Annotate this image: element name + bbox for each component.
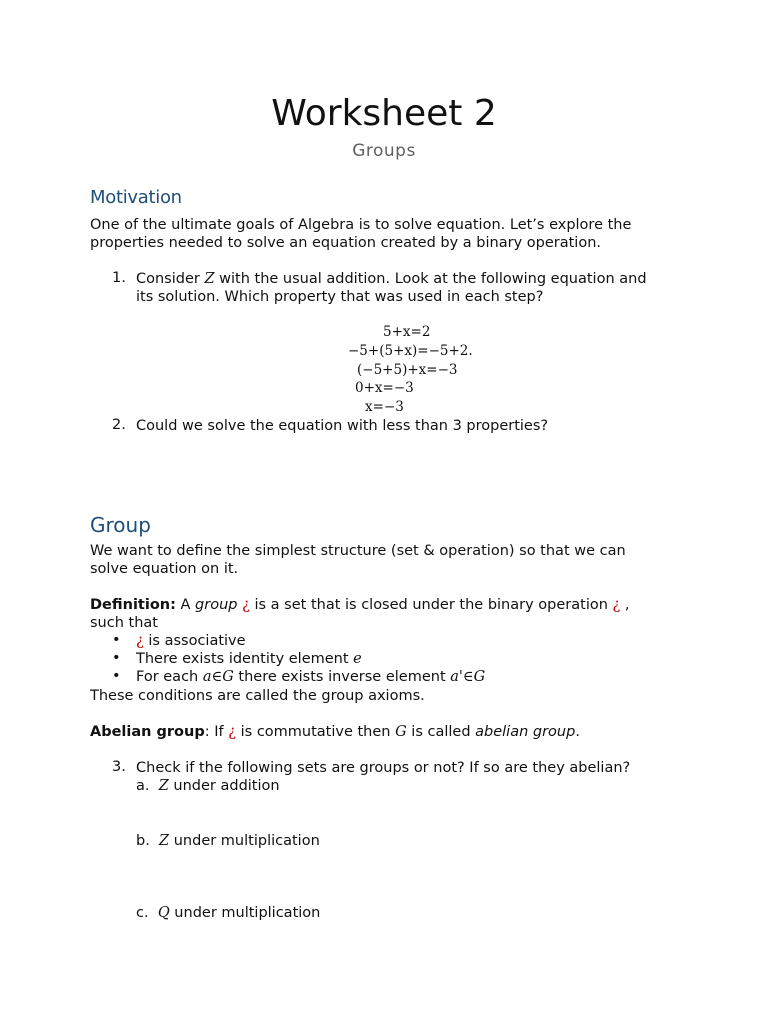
definition-text-a: A bbox=[175, 597, 196, 613]
equation-step-5: x=−3 bbox=[365, 399, 404, 415]
question-1-line2: its solution. Which property that was used in each step? bbox=[136, 289, 544, 305]
operation-symbol: ¿ bbox=[237, 597, 250, 613]
identity-symbol: e bbox=[353, 651, 362, 667]
question-1-text-a: Consider bbox=[136, 271, 205, 287]
question-3c bbox=[136, 904, 696, 922]
equation-step-4: 0+x=−3 bbox=[355, 380, 414, 396]
question-2: Could we solve the equation with less than 3 properties? bbox=[136, 418, 549, 434]
equation-step-3: (−5+5)+x=−3 bbox=[357, 362, 458, 378]
axiom-inverse-text-a: For each bbox=[136, 669, 203, 685]
part-label: b. bbox=[136, 833, 150, 849]
abelian-label: Abelian group bbox=[90, 724, 205, 740]
axiom-identity bbox=[136, 650, 696, 668]
part-text: under multiplication bbox=[169, 833, 320, 849]
integers-symbol: Z bbox=[204, 271, 215, 287]
abelian-text-b: is commutative then bbox=[236, 724, 396, 740]
element-in-group: a∈G bbox=[202, 669, 234, 685]
motivation-intro-line1: One of the ultimate goals of Algebra is to solve equation. Let’s explore the bbox=[90, 217, 632, 233]
definition-line2: such that bbox=[90, 615, 158, 631]
operation-symbol: ¿ bbox=[136, 633, 144, 649]
abelian-text-a: : If bbox=[204, 724, 229, 740]
question-1 bbox=[136, 270, 696, 306]
set-symbol: Z bbox=[158, 778, 169, 794]
abelian-definition bbox=[90, 723, 690, 741]
equation-step-2: −5+(5+x)=−5+2. bbox=[348, 343, 473, 359]
operation-symbol: ¿ bbox=[228, 724, 237, 740]
question-3b bbox=[136, 832, 696, 850]
group-intro bbox=[90, 542, 690, 578]
bullet-3: • bbox=[112, 668, 121, 684]
axiom-identity-text: There exists identity element bbox=[136, 651, 354, 667]
question-3a bbox=[136, 777, 696, 795]
definition bbox=[90, 596, 710, 632]
group-intro-line2: solve equation on it. bbox=[90, 561, 239, 577]
definition-text-c: , bbox=[620, 597, 630, 613]
axioms-note: These conditions are called the group axioms. bbox=[90, 688, 425, 704]
part-text: under addition bbox=[168, 778, 280, 794]
motivation-intro-line2: properties needed to solve an equation created by a binary operation. bbox=[90, 235, 601, 251]
abelian-term: abelian group bbox=[475, 724, 576, 740]
part-label: a. bbox=[136, 778, 150, 794]
axiom-associative bbox=[136, 632, 696, 650]
operation-symbol: ¿ bbox=[612, 597, 621, 613]
axiom-associative-text: is associative bbox=[143, 633, 246, 649]
question-3: Check if the following sets are groups or not? If so are they abelian? bbox=[136, 760, 631, 776]
question-1-number: 1. bbox=[112, 270, 126, 286]
group-term: group bbox=[195, 597, 238, 613]
group-heading: Group bbox=[90, 513, 151, 537]
definition-text-b: is a set that is closed under the binary operation bbox=[249, 597, 613, 613]
axiom-inverse-text-b: there exists inverse element bbox=[233, 669, 451, 685]
inverse-in-group: a'∈G bbox=[450, 669, 486, 685]
abelian-text-c: is called bbox=[406, 724, 476, 740]
axiom-inverse bbox=[136, 668, 696, 686]
group-symbol: G bbox=[395, 724, 407, 740]
question-2-number: 2. bbox=[112, 417, 126, 433]
bullet-1: • bbox=[112, 632, 121, 648]
motivation-heading: Motivation bbox=[90, 187, 182, 208]
set-symbol: Z bbox=[159, 833, 170, 849]
part-text: under multiplication bbox=[169, 905, 321, 921]
question-1-text-b: with the usual addition. Look at the following equation and bbox=[214, 271, 647, 287]
definition-line1 bbox=[90, 596, 710, 614]
definition-label: Definition: bbox=[90, 597, 176, 613]
page-subtitle: Groups bbox=[352, 141, 416, 161]
bullet-2: • bbox=[112, 650, 121, 666]
equation-step-1: 5+x=2 bbox=[383, 324, 431, 340]
question-3-number: 3. bbox=[112, 759, 126, 775]
question-1-line1 bbox=[136, 270, 696, 288]
group-intro-line1: We want to define the simplest structure (set & operation) so that we can bbox=[90, 543, 626, 559]
page-title: Worksheet 2 bbox=[271, 93, 497, 134]
motivation-intro bbox=[90, 216, 690, 252]
abelian-text-d: . bbox=[575, 724, 580, 740]
set-symbol: Q bbox=[157, 905, 170, 921]
part-label: c. bbox=[136, 905, 149, 921]
